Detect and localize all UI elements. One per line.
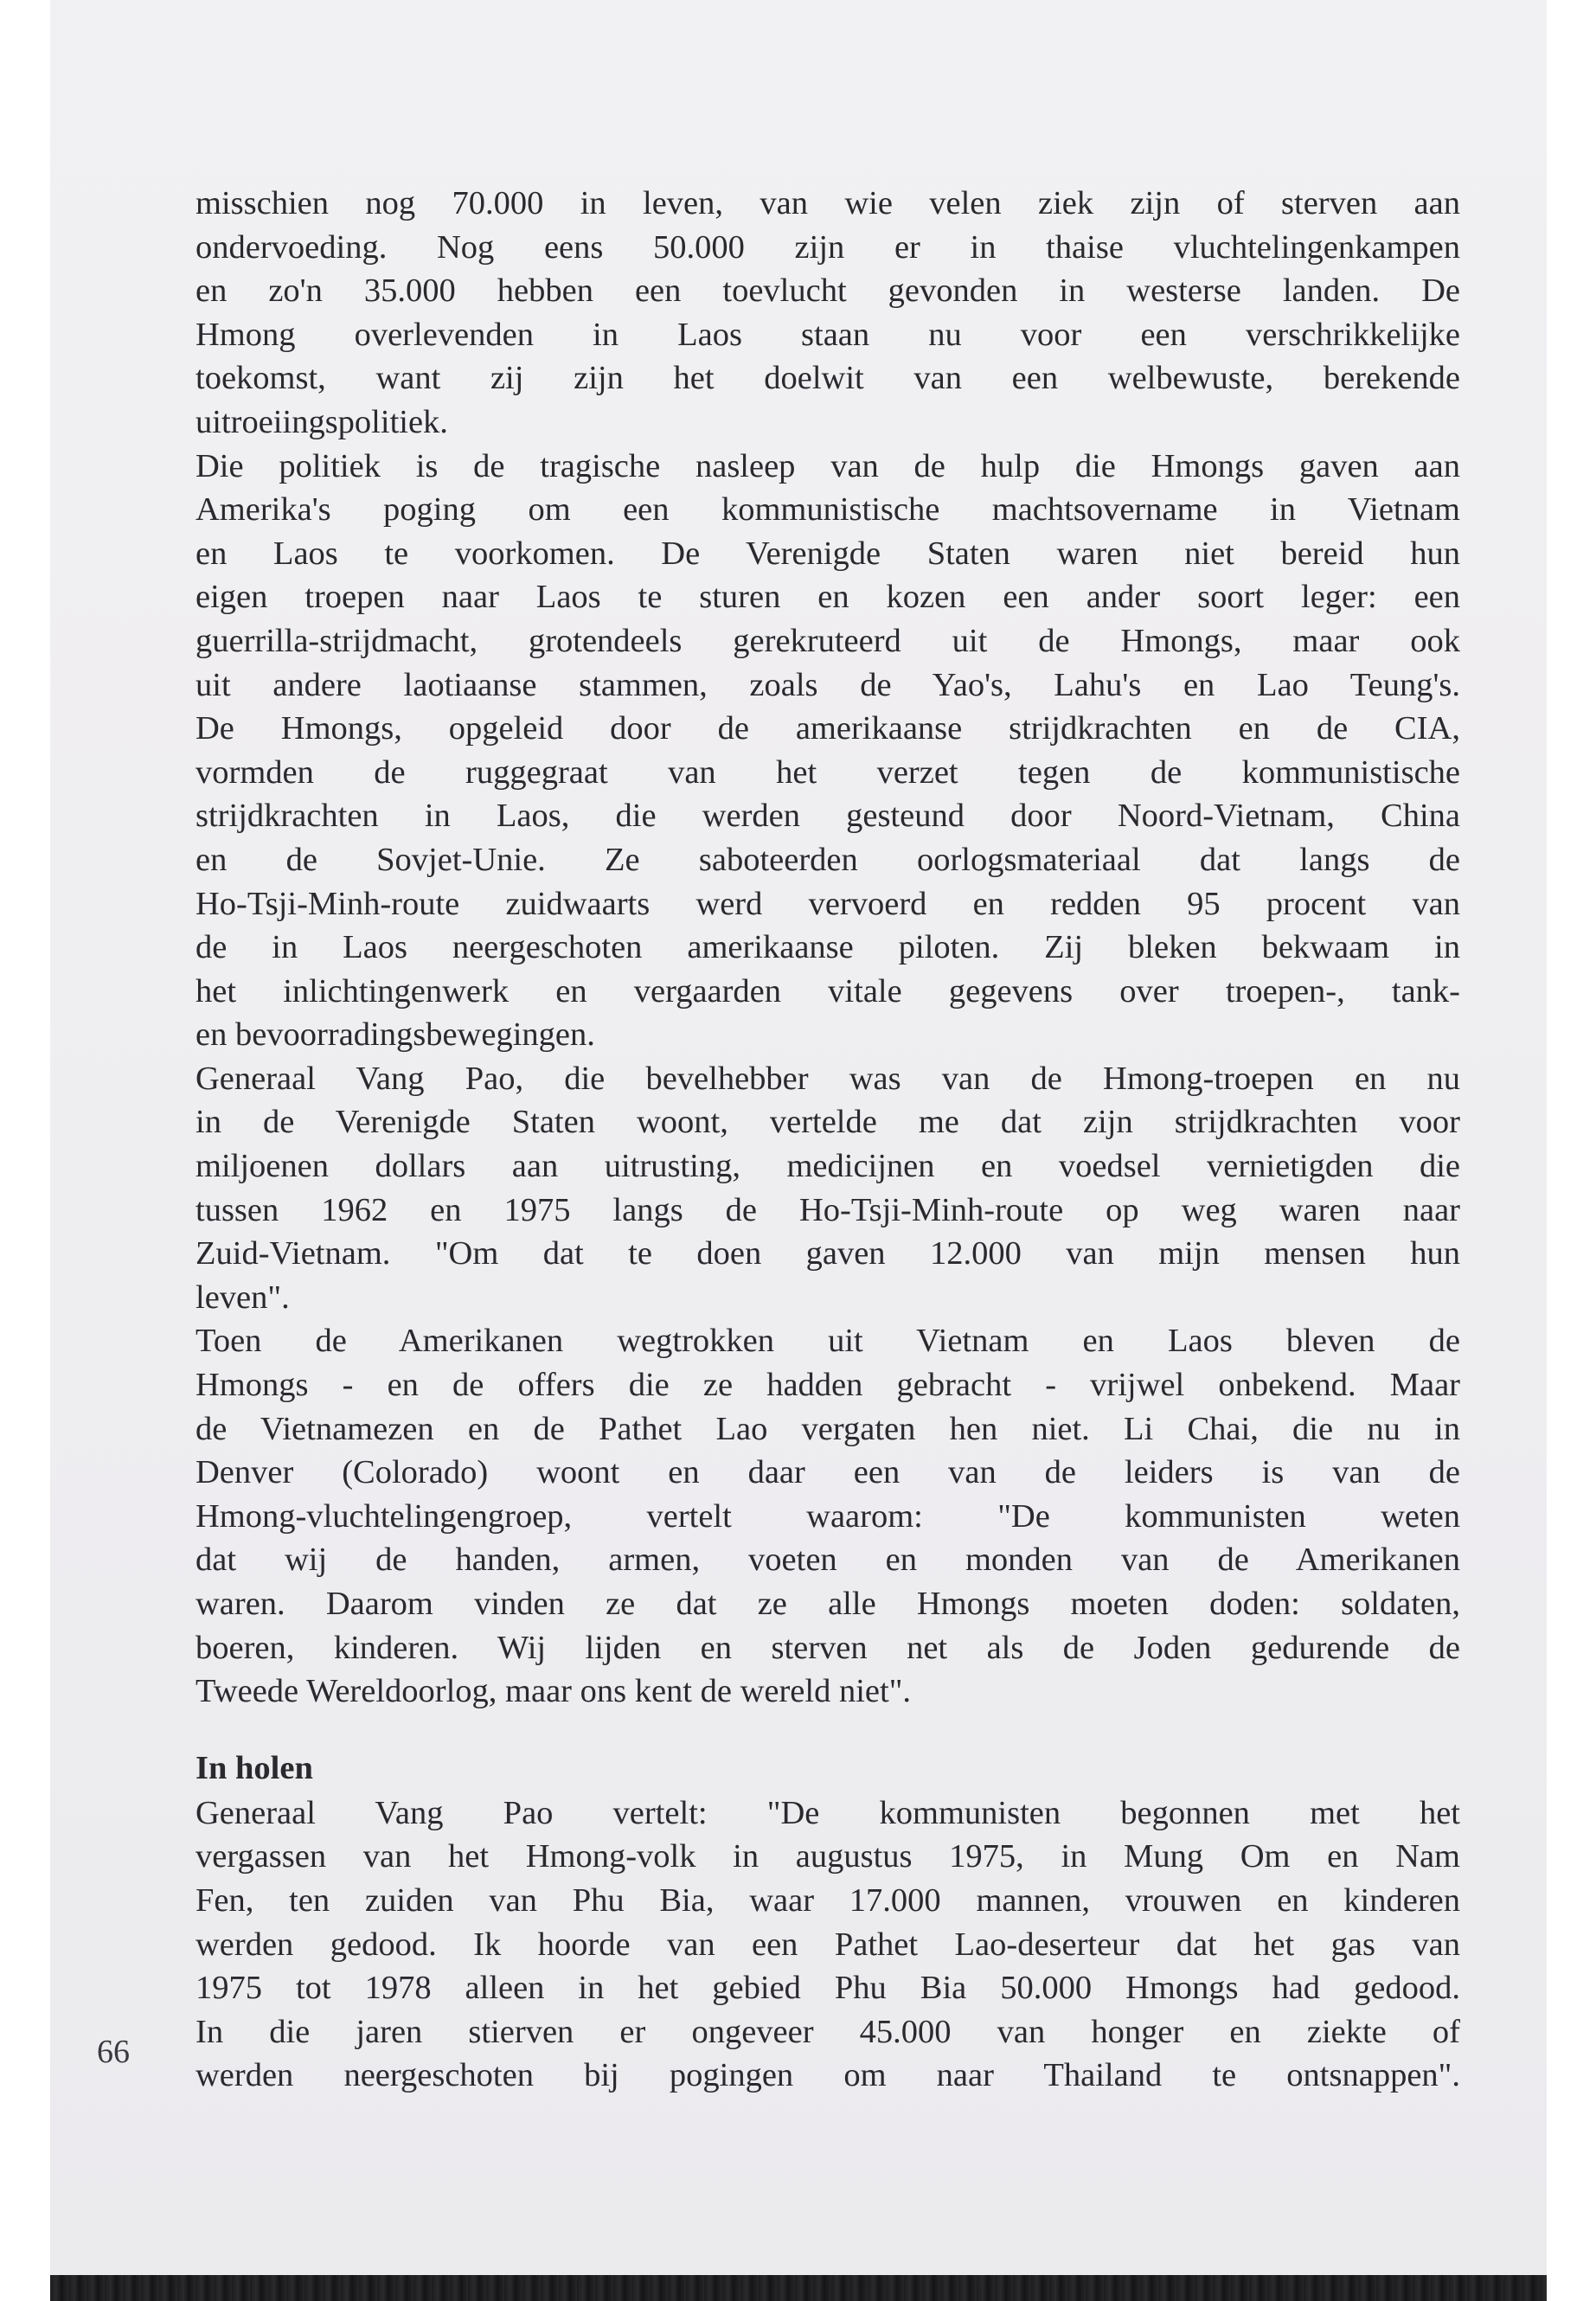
text-line: Tweede Wereldoorlog, maar ons kent de wereld niet". bbox=[195, 1673, 912, 1710]
text-line: Hmong overlevenden in Laos staan nu voor een verschrikkelijke bbox=[195, 316, 1460, 353]
text-line: Amerika's poging om een kommunistische machtsovername in Vietnam bbox=[195, 491, 1460, 529]
text-line: Hmong-vluchtelingengroep, vertelt waarom: "De kommunisten weten bbox=[195, 1497, 1460, 1535]
text-line: miljoenen dollars aan uitrusting, medicijnen en voedsel vernietigden die bbox=[195, 1148, 1460, 1185]
text-line: Fen, ten zuiden van Phu Bia, waar 17.000 mannen, vrouwen en kinderen bbox=[195, 1881, 1460, 1919]
text-line: en Laos te voorkomen. De Verenigde Staten waren niet bereid hun bbox=[195, 535, 1460, 572]
paragraph bbox=[195, 182, 1460, 445]
paragraph bbox=[195, 1319, 1460, 1713]
text-line: Hmongs - en de offers die ze hadden gebracht - vrijwel onbekend. Maar bbox=[195, 1367, 1460, 1404]
text-line: in de Verenigde Staten woont, vertelde me dat zijn strijdkrachten voor bbox=[195, 1104, 1460, 1141]
text-line: Ho-Tsji-Minh-route zuidwaarts werd vervoerd en redden 95 procent van bbox=[195, 885, 1460, 922]
text-line: uit andere laotiaanse stammen, zoals de Yao's, Lahu's en Lao Teung's. bbox=[195, 666, 1460, 703]
text-line: Denver (Colorado) woont en daar een van de leiders is van de bbox=[195, 1454, 1460, 1491]
text-line: de in Laos neergeschoten amerikaanse piloten. Zij bleken bekwaam in bbox=[195, 929, 1460, 966]
scan-margin-left bbox=[0, 0, 50, 2301]
text-line: ondervoeding. Nog eens 50.000 zijn er in thaise vluchtelingenkampen bbox=[195, 228, 1460, 266]
paragraph bbox=[195, 1791, 1460, 2098]
text-line: en bevoorradingsbewegingen. bbox=[195, 1016, 595, 1054]
section-heading: In holen bbox=[195, 1749, 313, 1786]
text-line: vergassen van het Hmong-volk in augustus 1975, in Mung Om en Nam bbox=[195, 1838, 1460, 1875]
text-line: tussen 1962 en 1975 langs de Ho-Tsji-Minh-route op weg waren naar bbox=[195, 1191, 1460, 1228]
text-line: Generaal Vang Pao, die bevelhebber was van de Hmong-troepen en nu bbox=[195, 1060, 1460, 1097]
text-line: Toen de Amerikanen wegtrokken uit Vietnam en Laos bleven de bbox=[195, 1323, 1460, 1360]
scan-margin-right bbox=[1547, 0, 1596, 2301]
text-line: vormden de ruggegraat van het verzet tegen de kommunistische bbox=[195, 753, 1460, 791]
paragraph bbox=[195, 1057, 1460, 1320]
text-line: strijdkrachten in Laos, die werden gesteund door Noord-Vietnam, China bbox=[195, 798, 1460, 835]
text-line: Die politiek is de tragische nasleep van de hulp die Hmongs gaven aan bbox=[195, 447, 1460, 484]
scan-bottom-edge bbox=[50, 2275, 1547, 2301]
text-line: waren. Daarom vinden ze dat ze alle Hmongs moeten doden: soldaten, bbox=[195, 1586, 1460, 1622]
text-line: en de Sovjet-Unie. Ze saboteerden oorlogsmateriaal dat langs de bbox=[195, 841, 1460, 878]
text-line: boeren, kinderen. Wij lijden en sterven net als de Joden gedurende de bbox=[195, 1629, 1460, 1666]
text-line: het inlichtingenwerk en vergaarden vitale gegevens over troepen-, tank- bbox=[195, 972, 1460, 1009]
page-number: 66 bbox=[97, 2034, 130, 2070]
section-spacer bbox=[195, 1714, 1460, 1747]
text-line: werden gedood. Ik hoorde van een Pathet Lao-deserteur dat het gas van bbox=[195, 1926, 1460, 1963]
text-line: Zuid-Vietnam. "Om dat te doen gaven 12.000 van mijn mensen hun bbox=[195, 1235, 1460, 1272]
text-line: Generaal Vang Pao vertelt: "De kommunisten begonnen met het bbox=[195, 1794, 1460, 1831]
text-line: dat wij de handen, armen, voeten en monden van de Amerikanen bbox=[195, 1541, 1460, 1579]
body-text bbox=[195, 182, 1460, 2098]
text-line: werden neergeschoten bij pogingen om naar Thailand te ontsnappen". bbox=[195, 2057, 1460, 2094]
text-line: uitroeiingspolitiek. bbox=[195, 403, 448, 440]
text-line: leven". bbox=[195, 1279, 290, 1316]
text-line: De Hmongs, opgeleid door de amerikaanse strijdkrachten en de CIA, bbox=[195, 710, 1460, 747]
text-line: eigen troepen naar Laos te sturen en kozen een ander soort leger: een bbox=[195, 579, 1460, 616]
text-line: In die jaren stierven er ongeveer 45.000 van honger en ziekte of bbox=[195, 2013, 1460, 2050]
text-line: 1975 tot 1978 alleen in het gebied Phu Bia 50.000 Hmongs had gedood. bbox=[195, 1970, 1460, 2007]
text-line: de Vietnamezen en de Pathet Lao vergaten hen niet. Li Chai, die nu in bbox=[195, 1410, 1460, 1447]
text-line: misschien nog 70.000 in leven, van wie velen ziek zijn of sterven aan bbox=[195, 185, 1460, 221]
text-line: guerrilla-strijdmacht, grotendeels gerekruteerd uit de Hmongs, maar ook bbox=[195, 622, 1460, 659]
paragraph bbox=[195, 445, 1460, 1057]
text-line: toekomst, want zij zijn het doelwit van een welbewuste, berekende bbox=[195, 360, 1460, 397]
text-line: en zo'n 35.000 hebben een toevlucht gevonden in westerse landen. De bbox=[195, 272, 1460, 310]
